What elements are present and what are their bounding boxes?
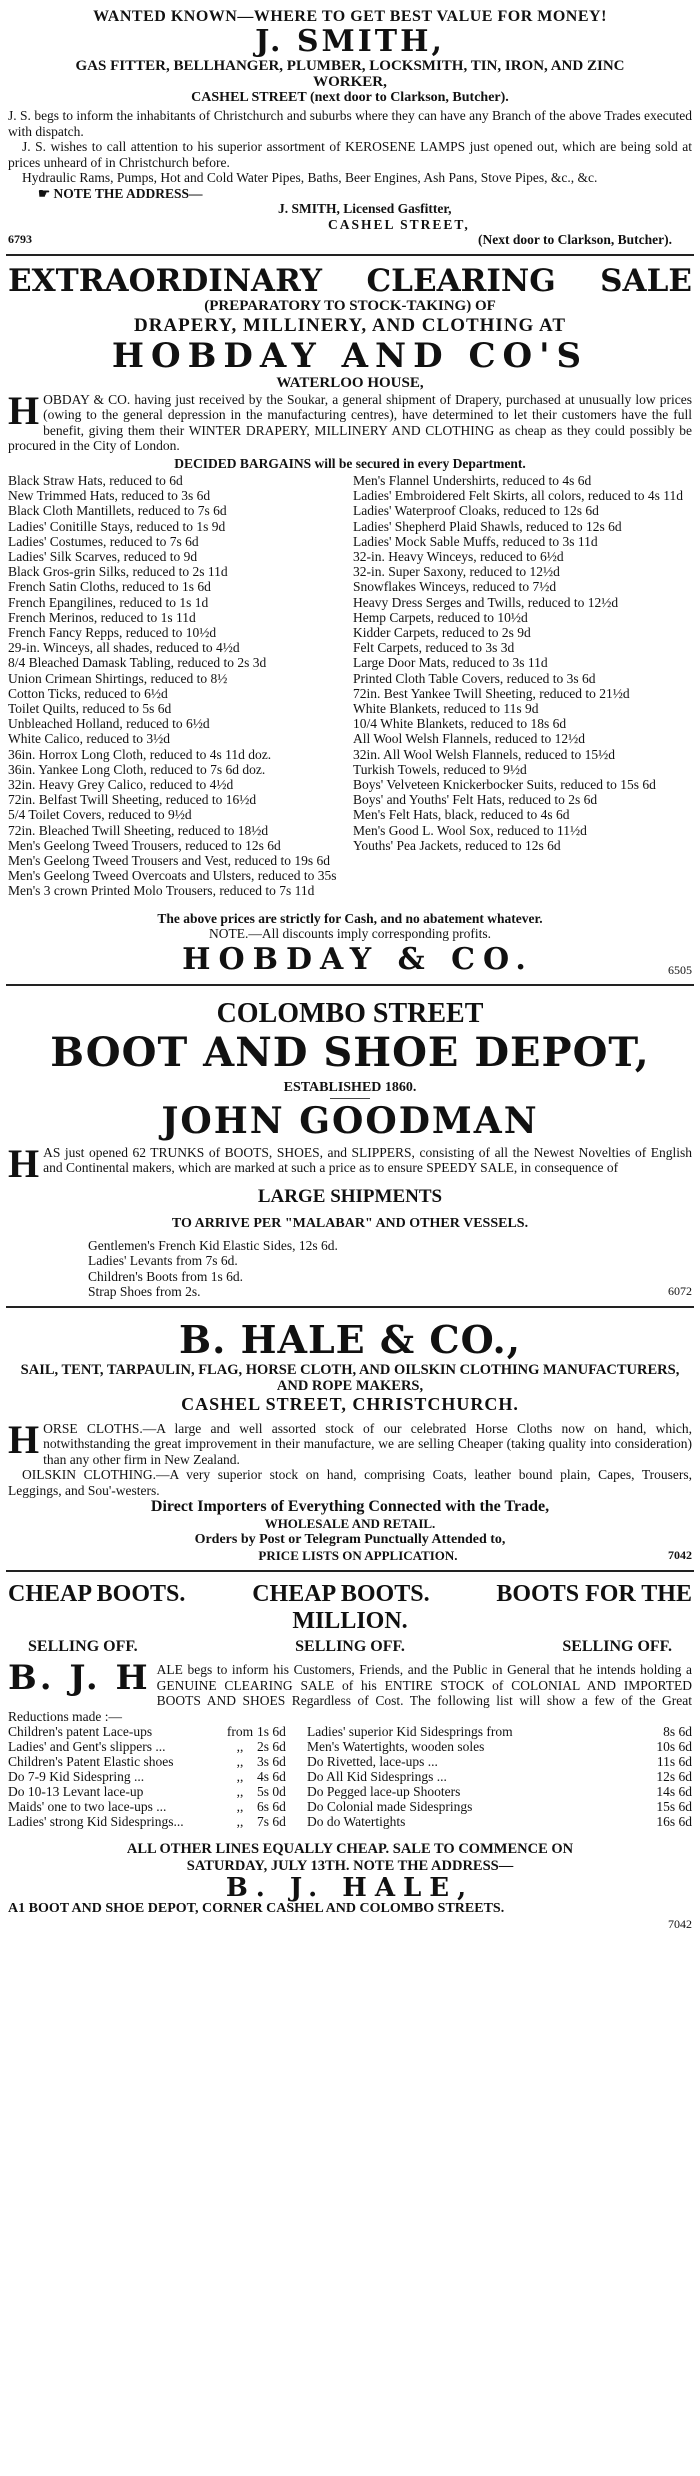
price-list-item: 36in. Yankee Long Cloth, reduced to 7s 6d doz. <box>8 761 266 777</box>
price-row <box>8 1724 692 1739</box>
hobday-price-columns <box>8 473 692 899</box>
price-cell: ,, <box>236 1754 244 1770</box>
price-list-item: Men's Geelong Tweed Trousers and Vest, reduced to 19s 6d <box>8 853 330 869</box>
smith-ad-number: 6793 <box>8 232 32 246</box>
goodman-h2: BOOT AND SHOE DEPOT, <box>50 1028 650 1076</box>
hale-para2: OILSKIN CLOTHING.—A very superior stock on hand, comprising Coats, leather bound plain, Capes, Trousers, Leggings, and Sou'-westers. <box>8 1467 692 1498</box>
goodman-advert <box>6 986 694 1308</box>
price-list-item: Snowflakes Winceys, reduced to 7½d <box>353 579 557 595</box>
cheap-h1a: CHEAP BOOTS. <box>8 1581 186 1608</box>
hobday-cash: The above prices are strictly for Cash, and no abatement whatever. <box>157 910 543 926</box>
price-cell: 5s 0d <box>257 1784 286 1800</box>
goodman-item: Gentlemen's French Kid Elastic Sides, 12s 6d. <box>88 1237 338 1253</box>
hobday-decided: DECIDED BARGAINS will be secured in every Department. <box>174 455 526 471</box>
goodman-dropcap: H <box>8 1140 40 1186</box>
hale-advert <box>6 1308 694 1573</box>
price-cell: ,, <box>236 1814 244 1830</box>
price-cell: Ladies' and Gent's slippers ... <box>8 1739 166 1755</box>
goodman-item: Ladies' Levants from 7s 6d. <box>88 1253 238 1269</box>
price-list-item: Cotton Ticks, reduced to 6½d <box>8 685 168 701</box>
cheap-signature: B. J. HALE, <box>225 1873 475 1904</box>
cheap-ad-number: 7042 <box>668 1917 692 1932</box>
price-cell: ,, <box>236 1784 244 1800</box>
price-cell: Do All Kid Sidesprings ... <box>307 1769 447 1785</box>
price-cell: Children's patent Lace-ups <box>8 1724 153 1740</box>
hale-name: B. HALE & CO., <box>179 1316 521 1362</box>
price-cell: 4s 6d <box>257 1769 286 1785</box>
price-list-item: 36in. Horrox Long Cloth, reduced to 4s 11d doz. <box>8 746 272 762</box>
price-list-item: Men's Felt Hats, black, reduced to 4s 6d <box>353 807 570 823</box>
price-list-item: 72in. Best Yankee Twill Sheeting, reduced to 21½d <box>353 685 630 701</box>
price-list-item: 72in. Belfast Twill Sheeting, reduced to 16½d <box>8 792 257 808</box>
price-list-item: Youths' Pea Jackets, reduced to 12s 6d <box>353 837 561 853</box>
smith-wanted: WANTED KNOWN—WHERE TO GET BEST VALUE FOR MONEY! <box>93 8 607 25</box>
goodman-item: Strap Shoes from 2s. <box>88 1284 201 1300</box>
hobday-h1a: EXTRAORDINARY <box>8 262 323 299</box>
price-list-item: 29-in. Winceys, all shades, reduced to 4½d <box>8 640 240 656</box>
smith-sig1: J. SMITH, Licensed Gasfitter, <box>278 201 452 216</box>
price-list-item: 5/4 Toilet Covers, reduced to 9½d <box>8 807 192 823</box>
goodman-arrive: TO ARRIVE PER "MALABAR" AND OTHER VESSELS. <box>171 1215 529 1231</box>
smith-para3: Hydraulic Rams, Pumps, Hot and Cold Water Pipes, Baths, Beer Engines, Ash Pans, Stove Pipes, &c., &c. <box>22 170 598 185</box>
price-cell: ,, <box>236 1739 244 1755</box>
price-list-item: French Fancy Repps, reduced to 10½d <box>8 625 217 641</box>
hand-pointer-icon: ☛ <box>38 185 54 201</box>
price-list-item: Men's Geelong Tweed Trousers, reduced to 12s 6d <box>8 837 281 853</box>
hobday-intro <box>8 387 692 454</box>
hobday-advert <box>6 256 694 986</box>
hobday-h4: HOBDAY AND CO'S <box>111 335 589 376</box>
hobday-h1c: SALE <box>600 262 692 299</box>
hale-para1 <box>8 1416 692 1468</box>
price-list-item: 72in. Bleached Twill Sheeting, reduced to 18½d <box>8 822 269 838</box>
price-list-item: Boys' Velveteen Knickerbocker Suits, reduced to 15s 6d <box>353 777 656 793</box>
goodman-items <box>8 1238 692 1300</box>
cheap-h1c: BOOTS FOR THE <box>496 1581 692 1608</box>
newspaper-page <box>6 4 694 1936</box>
goodman-name: JOHN GOODMAN <box>161 1099 539 1142</box>
goodman-ad-number: 6072 <box>668 1284 692 1299</box>
price-list-item: White Blankets, reduced to 11s 9d <box>353 701 539 717</box>
cheap-initials: B. J. H <box>8 1658 151 1699</box>
price-list-item: French Satin Cloths, reduced to 1s 6d <box>8 579 211 595</box>
price-list-item: Printed Cloth Table Covers, reduced to 3s 6d <box>353 670 596 686</box>
price-list-item: Ladies' Embroidered Felt Skirts, all colors, reduced to 4s 11d <box>353 488 683 504</box>
smith-note <box>8 186 692 202</box>
hale-wholesale: WHOLESALE AND RETAIL. <box>264 1516 436 1532</box>
price-list-item: Black Straw Hats, reduced to 6d <box>8 473 183 488</box>
cheap-price-table <box>8 1724 692 1829</box>
price-list-item: 32-in. Heavy Winceys, reduced to 6½d <box>353 549 564 565</box>
price-list-item: Kidder Carpets, reduced to 2s 9d <box>353 625 531 641</box>
hale-dropcap: H <box>8 1416 40 1462</box>
hobday-left-list <box>8 473 347 899</box>
price-row <box>8 1784 692 1799</box>
price-cell: 7s 6d <box>257 1814 286 1830</box>
price-list-item: 32in. Heavy Grey Calico, reduced to 4½d <box>8 777 234 793</box>
price-list-item: 32in. All Wool Welsh Flannels, reduced to 15½d <box>353 746 616 762</box>
price-cell: Ladies' strong Kid Sidesprings... <box>8 1814 184 1830</box>
smith-note-text: NOTE THE ADDRESS— <box>53 185 203 201</box>
price-list-item: Black Cloth Mantillets, reduced to 7s 6d <box>8 503 227 519</box>
price-cell: ,, <box>236 1769 244 1785</box>
smith-para2: J. S. wishes to call attention to his superior assortment of KEROSENE LAMPS just opened out, which are being sold at prices unheard of in Christchurch before. <box>8 139 692 170</box>
smith-sig2: CASHEL STREET, <box>328 216 470 232</box>
hale-ad-number: 7042 <box>667 1548 692 1563</box>
price-list-item: White Calico, reduced to 3½d <box>8 731 170 747</box>
price-list-item: Unbleached Holland, reduced to 6½d <box>8 716 210 732</box>
price-list-item: Large Door Mats, reduced to 3s 11d <box>353 655 548 671</box>
price-list-item: Ladies' Mock Sable Muffs, reduced to 3s 11d <box>353 533 598 549</box>
price-list-item: 32-in. Super Saxony, reduced to 12½d <box>353 564 560 580</box>
hale-direct: Direct Importers of Everything Connected with the Trade, <box>150 1498 550 1516</box>
hobday-h3: DRAPERY, MILLINERY, AND CLOTHING AT <box>133 314 567 336</box>
price-cell: 1s 6d <box>257 1724 286 1740</box>
price-list-item: Ladies' Waterproof Cloaks, reduced to 12s 6d <box>353 503 599 519</box>
goodman-h1: COLOMBO STREET <box>216 997 484 1029</box>
hobday-signature: HOBDAY & CO. <box>182 941 534 977</box>
price-cell: from <box>226 1724 254 1740</box>
price-cell: 12s 6d <box>656 1769 692 1785</box>
price-list-item: Toilet Quilts, reduced to 5s 6d <box>8 701 172 717</box>
price-list-item: Union Crimean Shirtings, reduced to 8½ <box>8 670 228 686</box>
price-row <box>8 1799 692 1814</box>
cheap-address: A1 BOOT AND SHOE DEPOT, CORNER CASHEL AND COLOMBO STREETS. <box>8 1901 505 1917</box>
hale-price: PRICE LISTS ON APPLICATION. <box>258 1548 458 1564</box>
smith-para1: J. S. begs to inform the inhabitants of Christchurch and suburbs where they can have any Branch of the above Trades executed with dispatch. <box>8 108 692 139</box>
price-cell: Ladies' superior Kid Sidesprings from <box>307 1724 513 1740</box>
price-list-item: 8/4 Bleached Damask Tabling, reduced to 2s 3d <box>8 655 267 671</box>
divider <box>330 1098 370 1099</box>
price-list-item: Men's Good L. Wool Sox, reduced to 11½d <box>353 822 587 838</box>
cheap-intro <box>8 1658 692 1724</box>
price-cell: 2s 6d <box>257 1739 286 1755</box>
price-list-item: 10/4 White Blankets, reduced to 18s 6d <box>353 716 567 732</box>
price-cell: Do do Watertights <box>307 1814 406 1830</box>
price-cell: 15s 6d <box>656 1799 692 1815</box>
price-list-item: Black Gros-grin Silks, reduced to 2s 11d <box>8 564 228 580</box>
price-cell: Do Colonial made Sidesprings <box>307 1799 473 1815</box>
hale-para1-text: ORSE CLOTHS.—A large and well assorted stock of our celebrated Horse Cloths now on hand, which, notwithstanding the great improvement in their manufacture, we are selling Cheaper (taking quality into consideration) than any other firm in New Zealand. <box>43 1420 692 1467</box>
cheap-h1b: CHEAP BOOTS. <box>252 1581 430 1608</box>
goodman-intro <box>8 1140 692 1186</box>
cheap-intro-text: ALE begs to inform his Customers, Friends, and the Public in General that he intends holding a GENUINE CLEARING SALE of his ENTIRE STOCK of COLONIAL AND IMPORTED BOOTS AND SHOES Regardless of Cost. The following list will show a few of the Great Reductions made :— <box>8 1662 692 1724</box>
price-cell: Men's Watertights, wooden soles <box>307 1739 485 1755</box>
goodman-large: LARGE SHIPMENTS <box>257 1185 443 1207</box>
hobday-right-list <box>347 473 692 899</box>
hobday-ad-number: 6505 <box>668 962 692 977</box>
price-row <box>8 1739 692 1754</box>
price-list-item: Men's 3 crown Printed Molo Trousers, reduced to 7s 11d <box>8 883 315 899</box>
smith-name: J. SMITH, <box>255 24 445 59</box>
price-row <box>8 1814 692 1829</box>
hobday-dropcap: H <box>8 387 40 433</box>
price-cell: Do Rivetted, lace-ups ... <box>307 1754 438 1770</box>
price-list-item: Ladies' Shepherd Plaid Shawls, reduced to 12s 6d <box>353 518 622 534</box>
hobday-h2: (PREPARATORY TO STOCK-TAKING) OF <box>204 297 496 314</box>
hobday-headline <box>8 264 692 298</box>
smith-advert <box>6 4 694 256</box>
hobday-h1b: CLEARING <box>366 262 556 299</box>
price-cell: 11s 6d <box>656 1754 692 1770</box>
cheap-boots-advert <box>6 1572 694 1936</box>
smith-trades: GAS FITTER, BELLHANGER, PLUMBER, LOCKSMITH, TIN, IRON, AND ZINC WORKER, <box>75 58 625 90</box>
price-cell: Do Pegged lace-up Shooters <box>307 1784 461 1800</box>
cheap-sell-1: SELLING OFF. <box>28 1638 138 1656</box>
goodman-established: ESTABLISHED 1860. <box>283 1079 417 1095</box>
price-cell: 8s 6d <box>663 1724 692 1740</box>
price-list-item: Heavy Dress Serges and Twills, reduced to 12½d <box>353 594 619 610</box>
price-cell: ,, <box>236 1799 244 1815</box>
price-cell: Children's Patent Elastic shoes <box>8 1754 174 1770</box>
hobday-note: NOTE.—All discounts imply corresponding profits. <box>209 926 491 942</box>
price-list-item: French Merinos, reduced to 1s 11d <box>8 609 196 625</box>
goodman-intro-text: AS just opened 62 TRUNKS of BOOTS, SHOES, and SLIPPERS, consisting of all the Newest Novelties of English and Continental makers, which are marked at such a price as to ensure SPEEDY SALE, in consequence of <box>43 1144 692 1176</box>
cheap-other: ALL OTHER LINES EQUALLY CHEAP. SALE TO COMMENCE ON <box>126 1841 574 1858</box>
price-list-item: New Trimmed Hats, reduced to 3s 6d <box>8 488 211 504</box>
smith-sig3: (Next door to Clarkson, Butcher). <box>478 232 672 247</box>
price-list-item: Men's Flannel Undershirts, reduced to 4s 6d <box>353 473 592 488</box>
price-list-item: All Wool Welsh Flannels, reduced to 12½d <box>353 731 586 747</box>
cheap-h1d: MILLION. <box>292 1608 408 1635</box>
price-cell: 16s 6d <box>656 1814 692 1830</box>
hobday-intro-text: OBDAY & CO. having just received by the Soukar, a general shipment of Drapery, purchased at unusually low prices (owing to the general depression in the manufacturing centres), have determined to let their customers have the full benefit, giving them their WINTER DRAPERY, MILLINERY AND CLOTHING as cheap as they could possibly be procured in the City of London. <box>8 391 692 453</box>
price-cell: 6s 6d <box>257 1799 286 1815</box>
price-list-item: Felt Carpets, reduced to 3s 3d <box>353 640 515 656</box>
price-cell: 3s 6d <box>257 1754 286 1770</box>
price-list-item: Ladies' Silk Scarves, reduced to 9d <box>8 549 198 565</box>
price-list-item: Ladies' Conitille Stays, reduced to 1s 9d <box>8 518 226 534</box>
price-list-item: Boys' and Youths' Felt Hats, reduced to 2s 6d <box>353 792 598 808</box>
hale-orders: Orders by Post or Telegram Punctually Attended to, <box>194 1532 506 1548</box>
goodman-item: Children's Boots from 1s 6d. <box>88 1268 244 1284</box>
price-list-item: Turkish Towels, reduced to 9½d <box>353 761 527 777</box>
price-cell: Do 7-9 Kid Sidespring ... <box>8 1769 145 1785</box>
price-list-item: Ladies' Costumes, reduced to 7s 6d <box>8 533 199 549</box>
price-cell: Do 10-13 Levant lace-up <box>8 1784 144 1800</box>
hale-address: CASHEL STREET, CHRISTCHURCH. <box>181 1393 519 1414</box>
price-list-item: French Epangilines, reduced to 1s 1d <box>8 594 209 610</box>
price-row <box>8 1769 692 1784</box>
hale-trades: SAIL, TENT, TARPAULIN, FLAG, HORSE CLOTH, AND OILSKIN CLOTHING MANUFACTURERS, AND ROPE MAKERS, <box>20 1361 680 1394</box>
price-list-item: Hemp Carpets, reduced to 10½d <box>353 609 528 625</box>
cheap-sat: SATURDAY, JULY 13TH. NOTE THE ADDRESS— <box>186 1858 514 1875</box>
price-cell: 10s 6d <box>656 1739 692 1755</box>
hobday-h5: WATERLOO HOUSE, <box>276 374 424 391</box>
cheap-sell-3: SELLING OFF. <box>562 1638 672 1656</box>
cheap-sell-2: SELLING OFF. <box>295 1638 405 1656</box>
price-list-item: Men's Geelong Tweed Overcoats and Ulsters, reduced to 35s <box>8 868 337 884</box>
price-row <box>8 1754 692 1769</box>
price-cell: 14s 6d <box>656 1784 692 1800</box>
price-cell: Maids' one to two lace-ups ... <box>8 1799 167 1815</box>
smith-address: CASHEL STREET (next door to Clarkson, Butcher). <box>191 90 509 105</box>
